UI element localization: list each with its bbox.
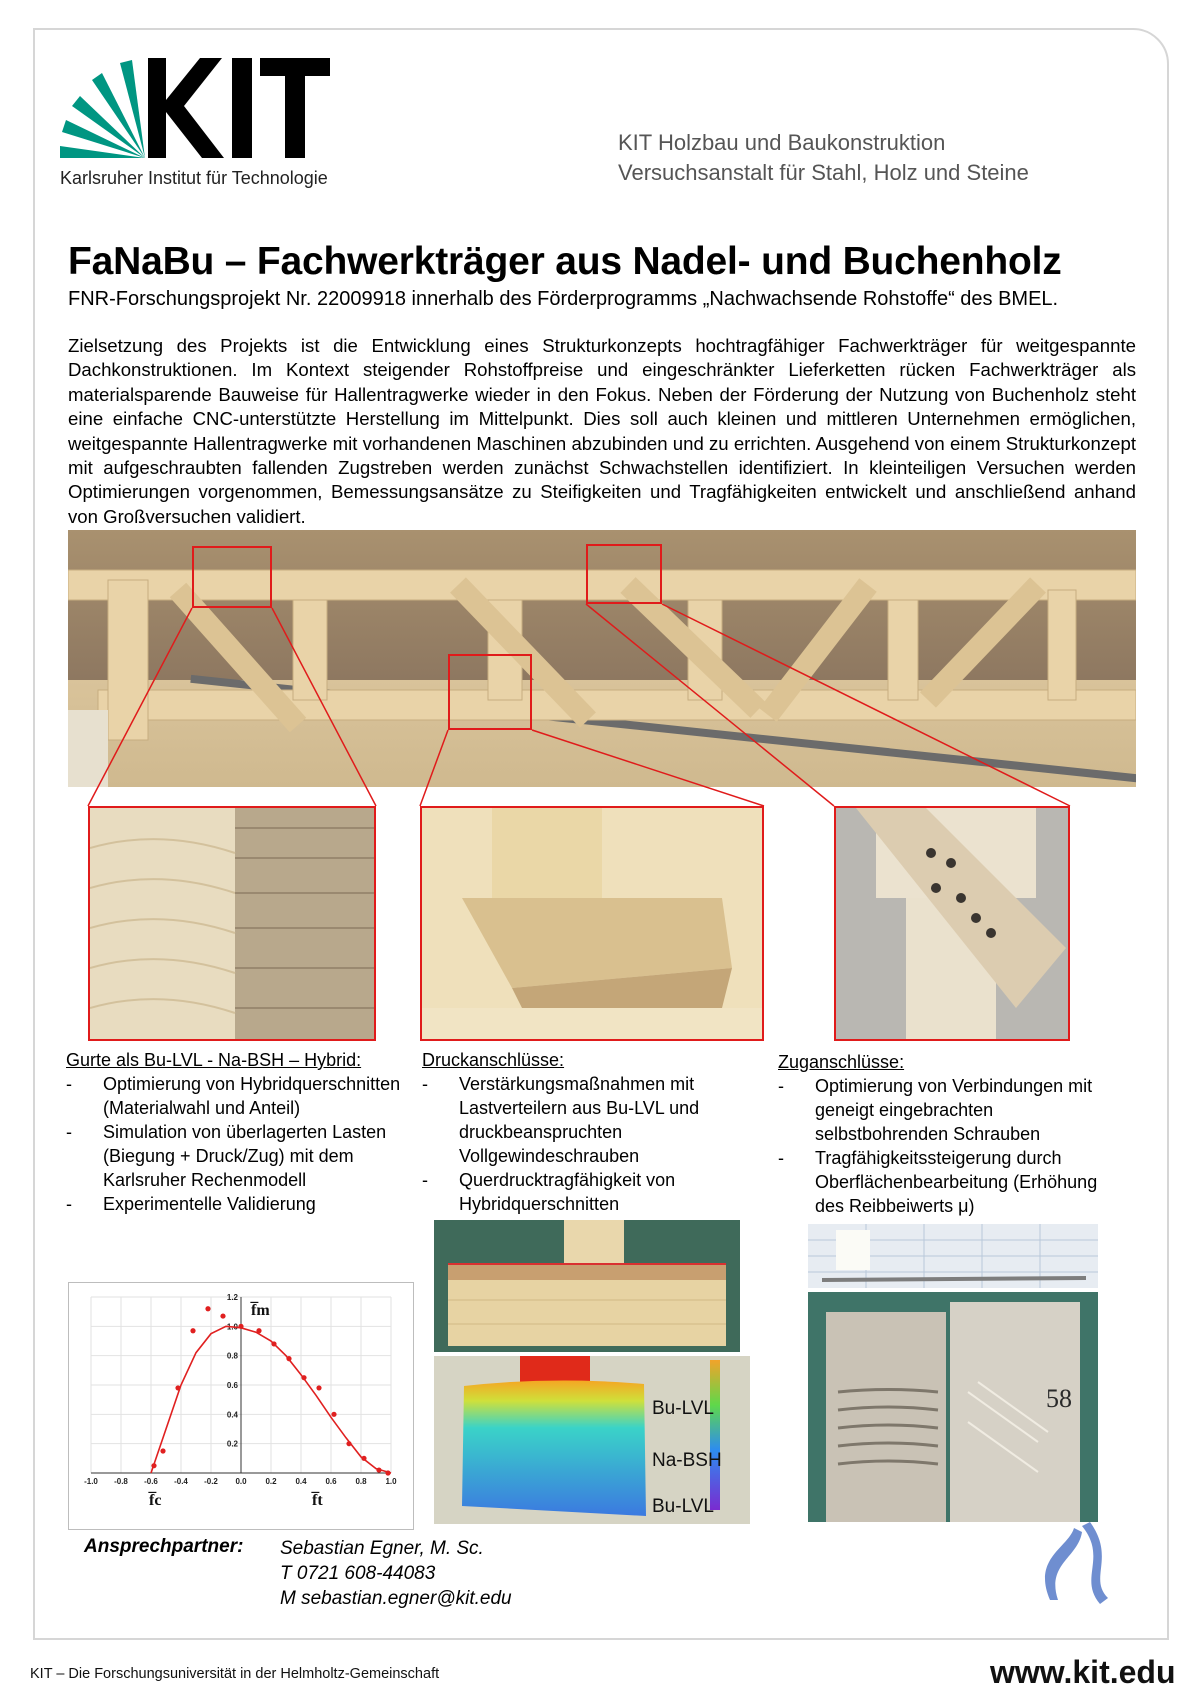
y-tick-label: 1.2	[226, 1293, 238, 1302]
institute-line2: Versuchsanstalt für Stahl, Holz und Steine	[618, 160, 1029, 185]
y-axis-label: f̅m	[251, 1302, 270, 1319]
contact-label: Ansprechpartner:	[84, 1536, 244, 1557]
list-item: - Simulation von überlagerten Lasten (Biegung + Druck/Zug) mit dem Karlsruher Rechenmodell	[66, 1120, 416, 1192]
data-point	[151, 1463, 156, 1468]
intro-text: Zielsetzung des Projekts ist die Entwicklung eines Strukturkonzepts hochtragfähiger Fachwerkträger für weitgespannte Dachkonstruktionen. Im Kontext steigender Rohstoffpreise und eingeschränkter Lieferketten rücken Fachwerkträger als materialsparende Bauweise für Hallentragwerke wieder in den Fokus. Neben der Förderung der Nutzung von Buchenholz steht eine einfache CNC-unterstützte Herstellung im Mittelpunkt. Dies soll auch kleinen und mittleren Unternehmen ermöglichen, weitgespannte Hallentragwerke mit vorhandenen Maschinen abzubinden und zu errichten. Ausgehend von einem Strukturkonzept mit aufgeschraubten fallenden Zugstreben werden zunächst Schwachstellen identifiziert. In kleinteiligen Versuchen werden Optimierungen vorgenommen, Bemessungsansätze zu Steifigkeiten und Tragfähigkeiten entwickelt und anschließend anhand von Großversuchen validiert.	[68, 335, 1136, 527]
data-point	[175, 1385, 180, 1390]
poster-title: FaNaBu – Fachwerkträger aus Nadel- und Buchenholz	[68, 240, 1062, 283]
column-tension	[778, 1050, 1108, 1218]
compression-test-photo	[434, 1220, 740, 1352]
screw-photo	[808, 1224, 1098, 1288]
data-point	[271, 1341, 276, 1346]
y-tick-label: 0.6	[226, 1381, 238, 1390]
x-tick-label: 0.4	[295, 1477, 307, 1486]
tension-detail-photo	[834, 806, 1070, 1041]
data-point	[361, 1456, 366, 1461]
column-chords	[66, 1048, 416, 1216]
list-item: - Verstärkungsmaßnahmen mit Lastverteilern aus Bu-LVL und druckbeanspruchten Vollgewindeschrauben	[422, 1072, 742, 1168]
data-point	[301, 1375, 306, 1380]
footer-website-link[interactable]: www.kit.edu	[990, 1654, 1176, 1690]
x-tick-label: 0.8	[355, 1477, 367, 1486]
data-point	[331, 1412, 336, 1417]
contact-phone: T 0721 608-44083	[280, 1563, 436, 1584]
list-item: - Querdrucktragfähigkeit von Hybridquerschnitten	[422, 1168, 742, 1216]
data-point	[220, 1313, 225, 1318]
list-item: - Optimierung von Hybridquerschnitten (Materialwahl und Anteil)	[66, 1072, 416, 1120]
x-axis-label-left: f̅c	[149, 1492, 162, 1509]
contact-block	[280, 1536, 512, 1611]
column-compression	[422, 1048, 742, 1216]
swoosh-icon	[1038, 1518, 1112, 1608]
poster-subtitle: FNR-Forschungsprojekt Nr. 22009918 innerhalb des Förderprogramms „Nachwachsende Rohstoffe“ des BMEL.	[68, 288, 1059, 310]
column-chords-heading: Gurte als Bu-LVL - Na-BSH – Hybrid:	[66, 1050, 362, 1070]
y-tick-label: 0.8	[226, 1351, 238, 1361]
simulation-image	[434, 1356, 750, 1524]
x-tick-label: -1.0	[84, 1477, 98, 1486]
data-point	[160, 1448, 165, 1453]
x-tick-label: 0.6	[325, 1477, 337, 1486]
y-tick-label: 0.2	[226, 1439, 238, 1449]
y-tick-label: 0.4	[226, 1410, 238, 1420]
list-item: - Tragfähigkeitssteigerung durch Oberflächenbearbeitung (Erhöhung des Reibbeiwerts μ)	[778, 1146, 1108, 1218]
institute-line1: KIT Holzbau und Baukonstruktion	[618, 130, 946, 155]
column-compression-heading: Druckanschlüsse:	[422, 1050, 565, 1070]
column-tension-list	[778, 1074, 1108, 1218]
sim-label-middle: Na-BSH	[652, 1450, 722, 1471]
x-tick-label: 0.2	[265, 1477, 277, 1486]
interaction-chart	[68, 1282, 414, 1530]
compression-detail-photo	[420, 806, 764, 1041]
y-tick-label: 1.0	[226, 1322, 238, 1332]
data-point	[316, 1385, 321, 1390]
x-tick-label: -0.4	[174, 1477, 188, 1486]
data-point	[376, 1467, 381, 1472]
x-axis-label-right: f̅t	[312, 1492, 323, 1509]
samples-photo	[808, 1292, 1098, 1522]
data-point	[238, 1324, 243, 1329]
footer-tagline: KIT – Die Forschungsuniversität in der Helmholtz-Gemeinschaft	[30, 1666, 440, 1682]
logo-subtitle: Karlsruher Institut für Technologie	[60, 168, 328, 188]
contact-name: Sebastian Egner, M. Sc.	[280, 1538, 484, 1559]
data-point	[385, 1470, 390, 1475]
x-tick-label: 1.0	[385, 1477, 397, 1486]
list-item: - Experimentelle Validierung	[66, 1192, 416, 1216]
list-item: - Optimierung von Verbindungen mit geneigt eingebrachten selbstbohrenden Schrauben	[778, 1074, 1108, 1146]
data-point	[256, 1328, 261, 1333]
column-chords-list	[66, 1072, 416, 1216]
chord-detail-photo	[88, 806, 376, 1041]
column-tension-heading: Zuganschlüsse:	[778, 1052, 905, 1072]
sim-label-top: Bu-LVL	[652, 1398, 714, 1419]
column-compression-list	[422, 1072, 742, 1216]
x-tick-label: -0.6	[144, 1477, 158, 1486]
sample-label: 58	[1046, 1384, 1072, 1413]
data-point	[190, 1328, 195, 1333]
sim-label-bottom: Bu-LVL	[652, 1496, 714, 1517]
x-tick-label: -0.2	[204, 1477, 218, 1486]
data-point	[205, 1306, 210, 1311]
contact-email[interactable]: M sebastian.egner@kit.edu	[280, 1588, 512, 1609]
x-tick-label: -0.8	[114, 1477, 128, 1486]
x-tick-label: 0.0	[235, 1477, 247, 1486]
data-point	[286, 1356, 291, 1361]
data-point	[346, 1441, 351, 1446]
